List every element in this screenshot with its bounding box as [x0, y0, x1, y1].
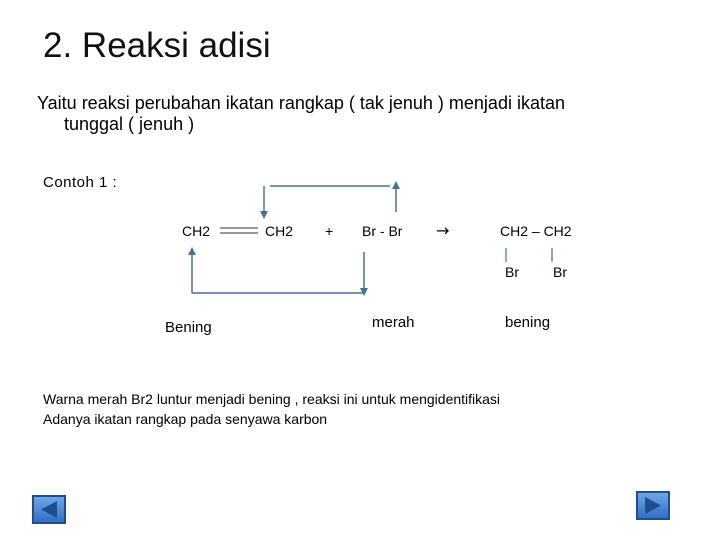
arrowhead-bottom-right	[360, 288, 368, 296]
reactant-color-label: Bening	[165, 319, 212, 336]
product-color-label: bening	[505, 314, 551, 331]
arrowhead-bottom-left	[188, 247, 196, 255]
intro-line-2: tunggal ( jenuh )	[64, 114, 195, 134]
product: CH2 – CH2	[500, 223, 572, 239]
reaction-arrow-icon: →	[436, 221, 450, 240]
triangle-right-icon	[638, 493, 668, 518]
connector-top	[264, 186, 396, 214]
product-sub-left: Br	[505, 264, 519, 280]
next-slide-button[interactable]	[636, 491, 670, 520]
intro-line-1: Yaitu reaksi perubahan ikatan rangkap ( tak jenuh ) menjadi ikatan	[37, 93, 565, 113]
reagent-color-label: merah	[372, 314, 415, 331]
explanation-line-1: Warna merah Br2 luntur menjadi bening , reaksi ini untuk mengidentifikasi	[43, 391, 501, 407]
product-sub-right: Br	[553, 264, 567, 280]
example-label: Contoh 1 :	[43, 174, 118, 191]
reagent: Br - Br	[362, 223, 403, 239]
reactant-left: CH2	[182, 223, 211, 239]
slide-title: 2. Reaksi adisi	[43, 26, 271, 65]
reactant-right: CH2	[265, 223, 294, 239]
plus-sign: +	[325, 223, 334, 239]
prev-slide-button[interactable]	[32, 495, 66, 524]
connector-bottom	[192, 252, 364, 293]
triangle-left-icon	[34, 497, 64, 522]
arrowhead-top-right	[392, 181, 400, 189]
explanation-line-2: Adanya ikatan rangkap pada senyawa karbon	[43, 411, 328, 427]
arrowhead-top-left	[260, 211, 268, 219]
